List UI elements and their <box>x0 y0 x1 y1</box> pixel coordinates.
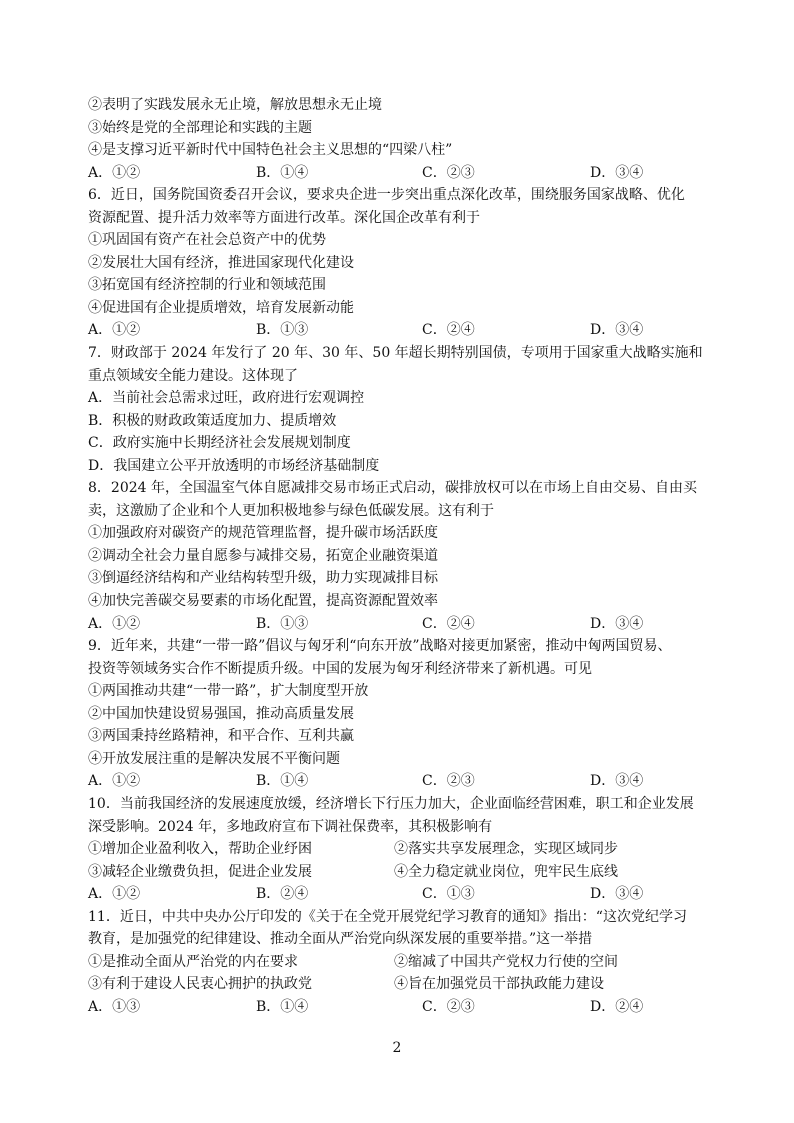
text-line: 11．近日，中共中央办公厅印发的《关于在全党开展党纪学习教育的通知》指出：“这次党纪学习 <box>88 908 687 925</box>
text-line: 8．2024 年，全国温室气体自愿减排交易市场正式启动，碳排放权可以在市场上自由交易、自由买 <box>88 480 697 497</box>
text-line: B．积极的财政政策适度加力、提质增效 <box>88 412 337 429</box>
exam-page-content <box>88 94 716 1018</box>
answer-option: D．③④ <box>590 322 644 339</box>
answer-options-row <box>88 770 716 793</box>
text-line: 7．财政部于 2024 年发行了 20 年、30 年、50 年超长期特别国债，专项用于国家重大战略实施和 <box>88 345 703 362</box>
text-line: A．当前社会总需求过旺，政府进行宏观调控 <box>88 390 365 407</box>
answer-option: D．③④ <box>590 773 644 790</box>
answer-options-row <box>88 996 716 1019</box>
statement-item: ④旨在加强党员干部执政能力建设 <box>394 976 604 993</box>
text-line: ③两国秉持丝路精神，和平合作、互利共赢 <box>88 728 354 745</box>
text-line: ④开放发展注重的是解决发展不平衡问题 <box>88 750 340 767</box>
text-line: ④加快完善碳交易要素的市场化配置，提高资源配置效率 <box>88 593 438 610</box>
answer-option: C．②③ <box>422 773 475 790</box>
statement-pair-row <box>88 973 716 996</box>
text-line: ②调动全社会力量自愿参与减排交易，拓宽企业融资渠道 <box>88 547 438 564</box>
text-line: C．政府实施中长期经济社会发展规划制度 <box>88 435 351 452</box>
text-line: ②表明了实践发展永无止境，解放思想永无止境 <box>88 97 382 113</box>
answer-option: A．①② <box>88 322 141 339</box>
answer-option: D．③④ <box>590 886 644 903</box>
answer-option: D．②④ <box>590 998 644 1015</box>
answer-options-row <box>88 883 716 906</box>
answer-option: A．①② <box>88 773 141 790</box>
answer-option: B．①④ <box>256 164 309 181</box>
text-line: D．我国建立公平开放透明的市场经济基础制度 <box>88 457 380 474</box>
answer-option: D．③④ <box>590 615 644 632</box>
text-line: 10．当前我国经济的发展速度放缓，经济增长下行压力加大，企业面临经营困难，职工和企业发展 <box>88 795 694 812</box>
text-line: ①两国推动共建“一带一路”，扩大制度型开放 <box>88 683 369 700</box>
text-line: 投资等领域务实合作不断提质升级。中国的发展为匈牙利经济带来了新机遇。可见 <box>88 660 592 677</box>
text-line: ②中国加快建设贸易强国，推动高质量发展 <box>88 705 354 722</box>
statement-item: ②缩减了中国共产党权力行使的空间 <box>394 953 618 970</box>
answer-option: B．①③ <box>256 322 309 339</box>
text-line: 资源配置、提升活力效率等方面进行改革。深化国企改革有利于 <box>88 209 480 226</box>
page-number: 2 <box>392 1040 402 1056</box>
statement-pair-row <box>88 951 716 974</box>
answer-option: A．①② <box>88 164 141 181</box>
statement-pair-row <box>88 861 716 884</box>
answer-option: A．①③ <box>88 998 141 1015</box>
statement-item: ④全力稳定就业岗位，兜牢民生底线 <box>394 863 618 880</box>
text-line: ④是支撑习近平新时代中国特色社会主义思想的“四梁八柱” <box>88 142 453 159</box>
answer-option: C．②④ <box>422 615 475 632</box>
statement-item: ①是推动全面从严治党的内在要求 <box>88 953 298 970</box>
answer-options-row <box>88 162 716 185</box>
text-line: 深受影响。2024 年，多地政府宣布下调社保费率，其积极影响有 <box>88 818 493 835</box>
text-line: 教育，是加强党的纪律建设、推动全面从严治党向纵深发展的重要举措。”这一举措 <box>88 931 593 948</box>
answer-option: C．①③ <box>422 886 475 903</box>
answer-option: C．②④ <box>422 322 475 339</box>
answer-option: B．①④ <box>256 773 309 790</box>
text-line: ③倒逼经济结构和产业结构转型升级，助力实现减排目标 <box>88 570 438 587</box>
text-line: ④促进国有企业提质增效，培育发展新动能 <box>88 299 354 316</box>
text-line: 卖，这激励了企业和个人更加积极地参与绿色低碳发展。这有利于 <box>88 502 494 519</box>
answer-option: D．③④ <box>590 164 644 181</box>
statement-pair-row <box>88 838 716 861</box>
answer-option: C．②③ <box>422 164 475 181</box>
text-line: 6．近日，国务院国资委召开会议，要求央企进一步突出重点深化改革，围绕服务国家战略、优化 <box>88 187 685 204</box>
text-line: ①巩固国有资产在社会总资产中的优势 <box>88 232 326 249</box>
answer-options-row <box>88 613 716 636</box>
answer-option: C．②③ <box>422 998 475 1015</box>
statement-item: ②落实共享发展理念，实现区域同步 <box>394 841 618 858</box>
text-line: ③始终是党的全部理论和实践的主题 <box>88 119 312 136</box>
text-line: 重点领域安全能力建设。这体现了 <box>88 367 298 384</box>
statement-item: ③有利于建设人民衷心拥护的执政党 <box>88 976 312 993</box>
statement-item: ③减轻企业缴费负担，促进企业发展 <box>88 863 312 880</box>
answer-option: B．①③ <box>256 615 309 632</box>
answer-option: B．②④ <box>256 886 309 903</box>
answer-option: A．①② <box>88 615 141 632</box>
answer-options-row <box>88 319 716 342</box>
text-line: ①加强政府对碳资产的规范管理监督，提升碳市场活跃度 <box>88 525 438 542</box>
text-line: ③拓宽国有经济控制的行业和领域范围 <box>88 277 326 294</box>
statement-item: ①增加企业盈利收入，帮助企业纾困 <box>88 841 312 858</box>
text-line: 9．近年来，共建“一带一路”倡议与匈牙利“向东开放”战略对接更加紧密，推动中匈两国贸易、 <box>88 638 672 655</box>
text-line: ②发展壮大国有经济，推进国家现代化建设 <box>88 254 354 271</box>
answer-option: B．①④ <box>256 998 309 1015</box>
answer-option: A．①② <box>88 886 141 903</box>
